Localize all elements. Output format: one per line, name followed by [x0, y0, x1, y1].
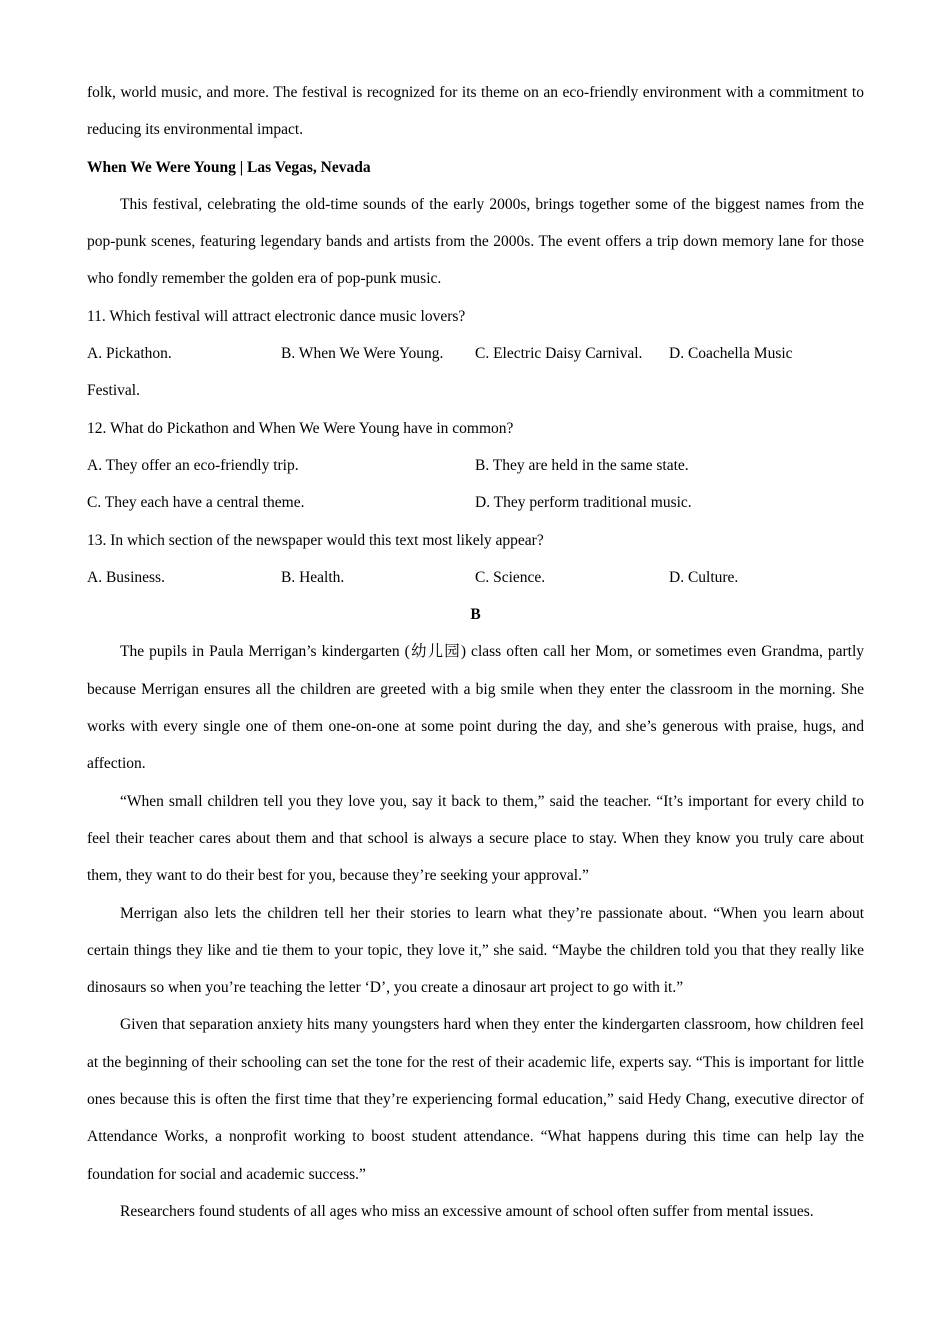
- question-13-option-b: B. Health.: [281, 568, 345, 586]
- passage-b-paragraph-2: “When small children tell you they love you, say it back to them,” said the teacher. “It’s important for every child to feel their teacher cares about them and that school is always a secure place to stay. When they know you truly care about them, they want to do their best for you, because they’re seeking your approval.”: [87, 792, 864, 885]
- question-11-option-d-overflow: Festival.: [87, 382, 140, 400]
- question-12-option-a: A. They offer an eco-friendly trip.: [87, 456, 299, 474]
- section-b-heading: B: [470, 606, 481, 624]
- passage-b-paragraph-5: Researchers found students of all ages who miss an excessive amount of school often suffer from mental issues.: [120, 1202, 814, 1220]
- question-12-option-c: C. They each have a central theme.: [87, 494, 305, 512]
- question-13-options: [87, 559, 864, 596]
- festival-body: This festival, celebrating the old-time sounds of the early 2000s, brings together some of the biggest names from the pop-punk scenes, featuring legendary bands and artists from the 2000s. The event offers a trip down memory lane for those who fondly remember the golden era of pop-punk music.: [87, 195, 864, 288]
- question-12-options-row-2: [87, 484, 864, 521]
- question-13-stem: 13. In which section of the newspaper would this text most likely appear?: [87, 531, 544, 549]
- question-13-option-a: A. Business.: [87, 568, 165, 586]
- question-12-stem: 12. What do Pickathon and When We Were Young have in common?: [87, 419, 514, 437]
- document-page: [87, 74, 864, 1230]
- passage-b-paragraph-3: Merrigan also lets the children tell her their stories to learn what they’re passionate about. “When you learn about certain things they like and tie them to your topic, they love it,” she said. “Maybe the children told you that they really like dinosaurs so when you’re teaching the letter ‘D’, you create a dinosaur art project to go with it.”: [87, 904, 864, 997]
- passage-b-paragraph-4: Given that separation anxiety hits many youngsters hard when they enter the kindergarten classroom, how children feel at the beginning of their schooling can set the tone for the rest of their academic life, experts say. “This is important for little ones because this is often the first time that they’re experiencing formal education,” said Hedy Chang, executive director of Attendance Works, a nonprofit working to boost student attendance. “What happens during this time can help lay the foundation for social and academic success.”: [87, 1016, 864, 1183]
- question-11-option-d: D. Coachella Music: [669, 345, 793, 363]
- passage-a-continuation: folk, world music, and more. The festival is recognized for its theme on an eco-friendly environment with a commitment to reducing its environmental impact.: [87, 84, 864, 139]
- question-12-option-d: D. They perform traditional music.: [475, 494, 692, 512]
- question-13-option-d: D. Culture.: [669, 568, 739, 586]
- passage-b-paragraph-1: The pupils in Paula Merrigan’s kindergarten (幼儿园) class often call her Mom, or sometimes even Grandma, partly because Merrigan ensures all the children are greeted with a big smile when they enter the classroom in the morning. She works with every single one of them one-on-one at some point during the day, and she’s generous with praise, hugs, and affection.: [87, 643, 864, 773]
- question-12-options-row-1: [87, 447, 864, 484]
- question-11-options: [87, 335, 864, 372]
- festival-heading: When We Were Young | Las Vegas, Nevada: [87, 158, 371, 176]
- question-11-option-b: B. When We Were Young.: [281, 345, 444, 363]
- question-11-stem: 11. Which festival will attract electronic dance music lovers?: [87, 307, 466, 325]
- question-13-option-c: C. Science.: [475, 568, 546, 586]
- question-11-option-a: A. Pickathon.: [87, 345, 172, 363]
- question-11-option-c: C. Electric Daisy Carnival.: [475, 345, 643, 363]
- question-12-option-b: B. They are held in the same state.: [475, 456, 689, 474]
